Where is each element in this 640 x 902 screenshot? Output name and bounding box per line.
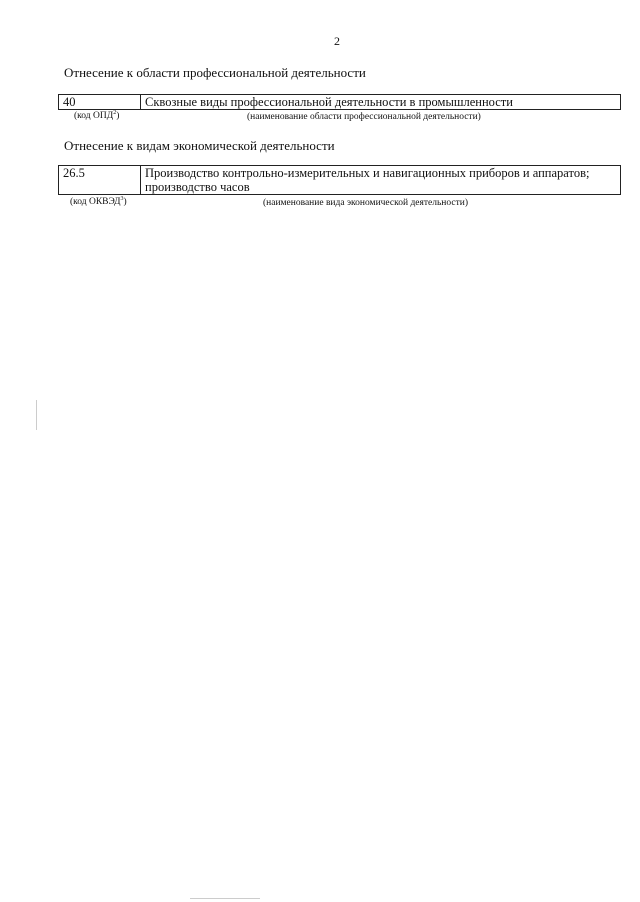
okved-code-cell: 26.5 bbox=[59, 166, 141, 195]
okved-table bbox=[58, 165, 621, 195]
opd-code-caption-text: (код ОПД bbox=[74, 111, 114, 121]
page-number: 2 bbox=[334, 34, 340, 48]
okved-footnote-marker: 3 bbox=[120, 195, 124, 202]
opd-section-heading: Отнесение к области профессиональной деятельности bbox=[64, 65, 366, 80]
opd-code-caption bbox=[74, 111, 119, 121]
opd-code-cell: 40 bbox=[59, 95, 141, 110]
opd-name-cell: Сквозные виды профессиональной деятельности в промышленности bbox=[141, 95, 621, 110]
okved-name-cell: Производство контрольно-измерительных и навигационных приборов и аппаратов; производство часов bbox=[141, 166, 621, 195]
opd-code-caption-close: ) bbox=[116, 111, 120, 121]
okved-code-caption bbox=[70, 197, 127, 207]
opd-footnote-marker: 2 bbox=[113, 109, 117, 116]
okved-code-caption-close: ) bbox=[123, 197, 127, 207]
okved-row bbox=[59, 166, 621, 195]
scan-artifact-line bbox=[190, 898, 260, 899]
okved-name-caption: (наименование вида экономической деятельности) bbox=[263, 198, 468, 208]
opd-name-caption: (наименование области профессиональной деятельности) bbox=[247, 112, 481, 122]
opd-table bbox=[58, 94, 621, 110]
okved-code-caption-text: (код ОКВЭД bbox=[70, 197, 121, 207]
opd-row bbox=[59, 95, 621, 110]
scan-artifact-line bbox=[36, 400, 37, 430]
okved-section-heading: Отнесение к видам экономической деятельности bbox=[64, 138, 335, 153]
